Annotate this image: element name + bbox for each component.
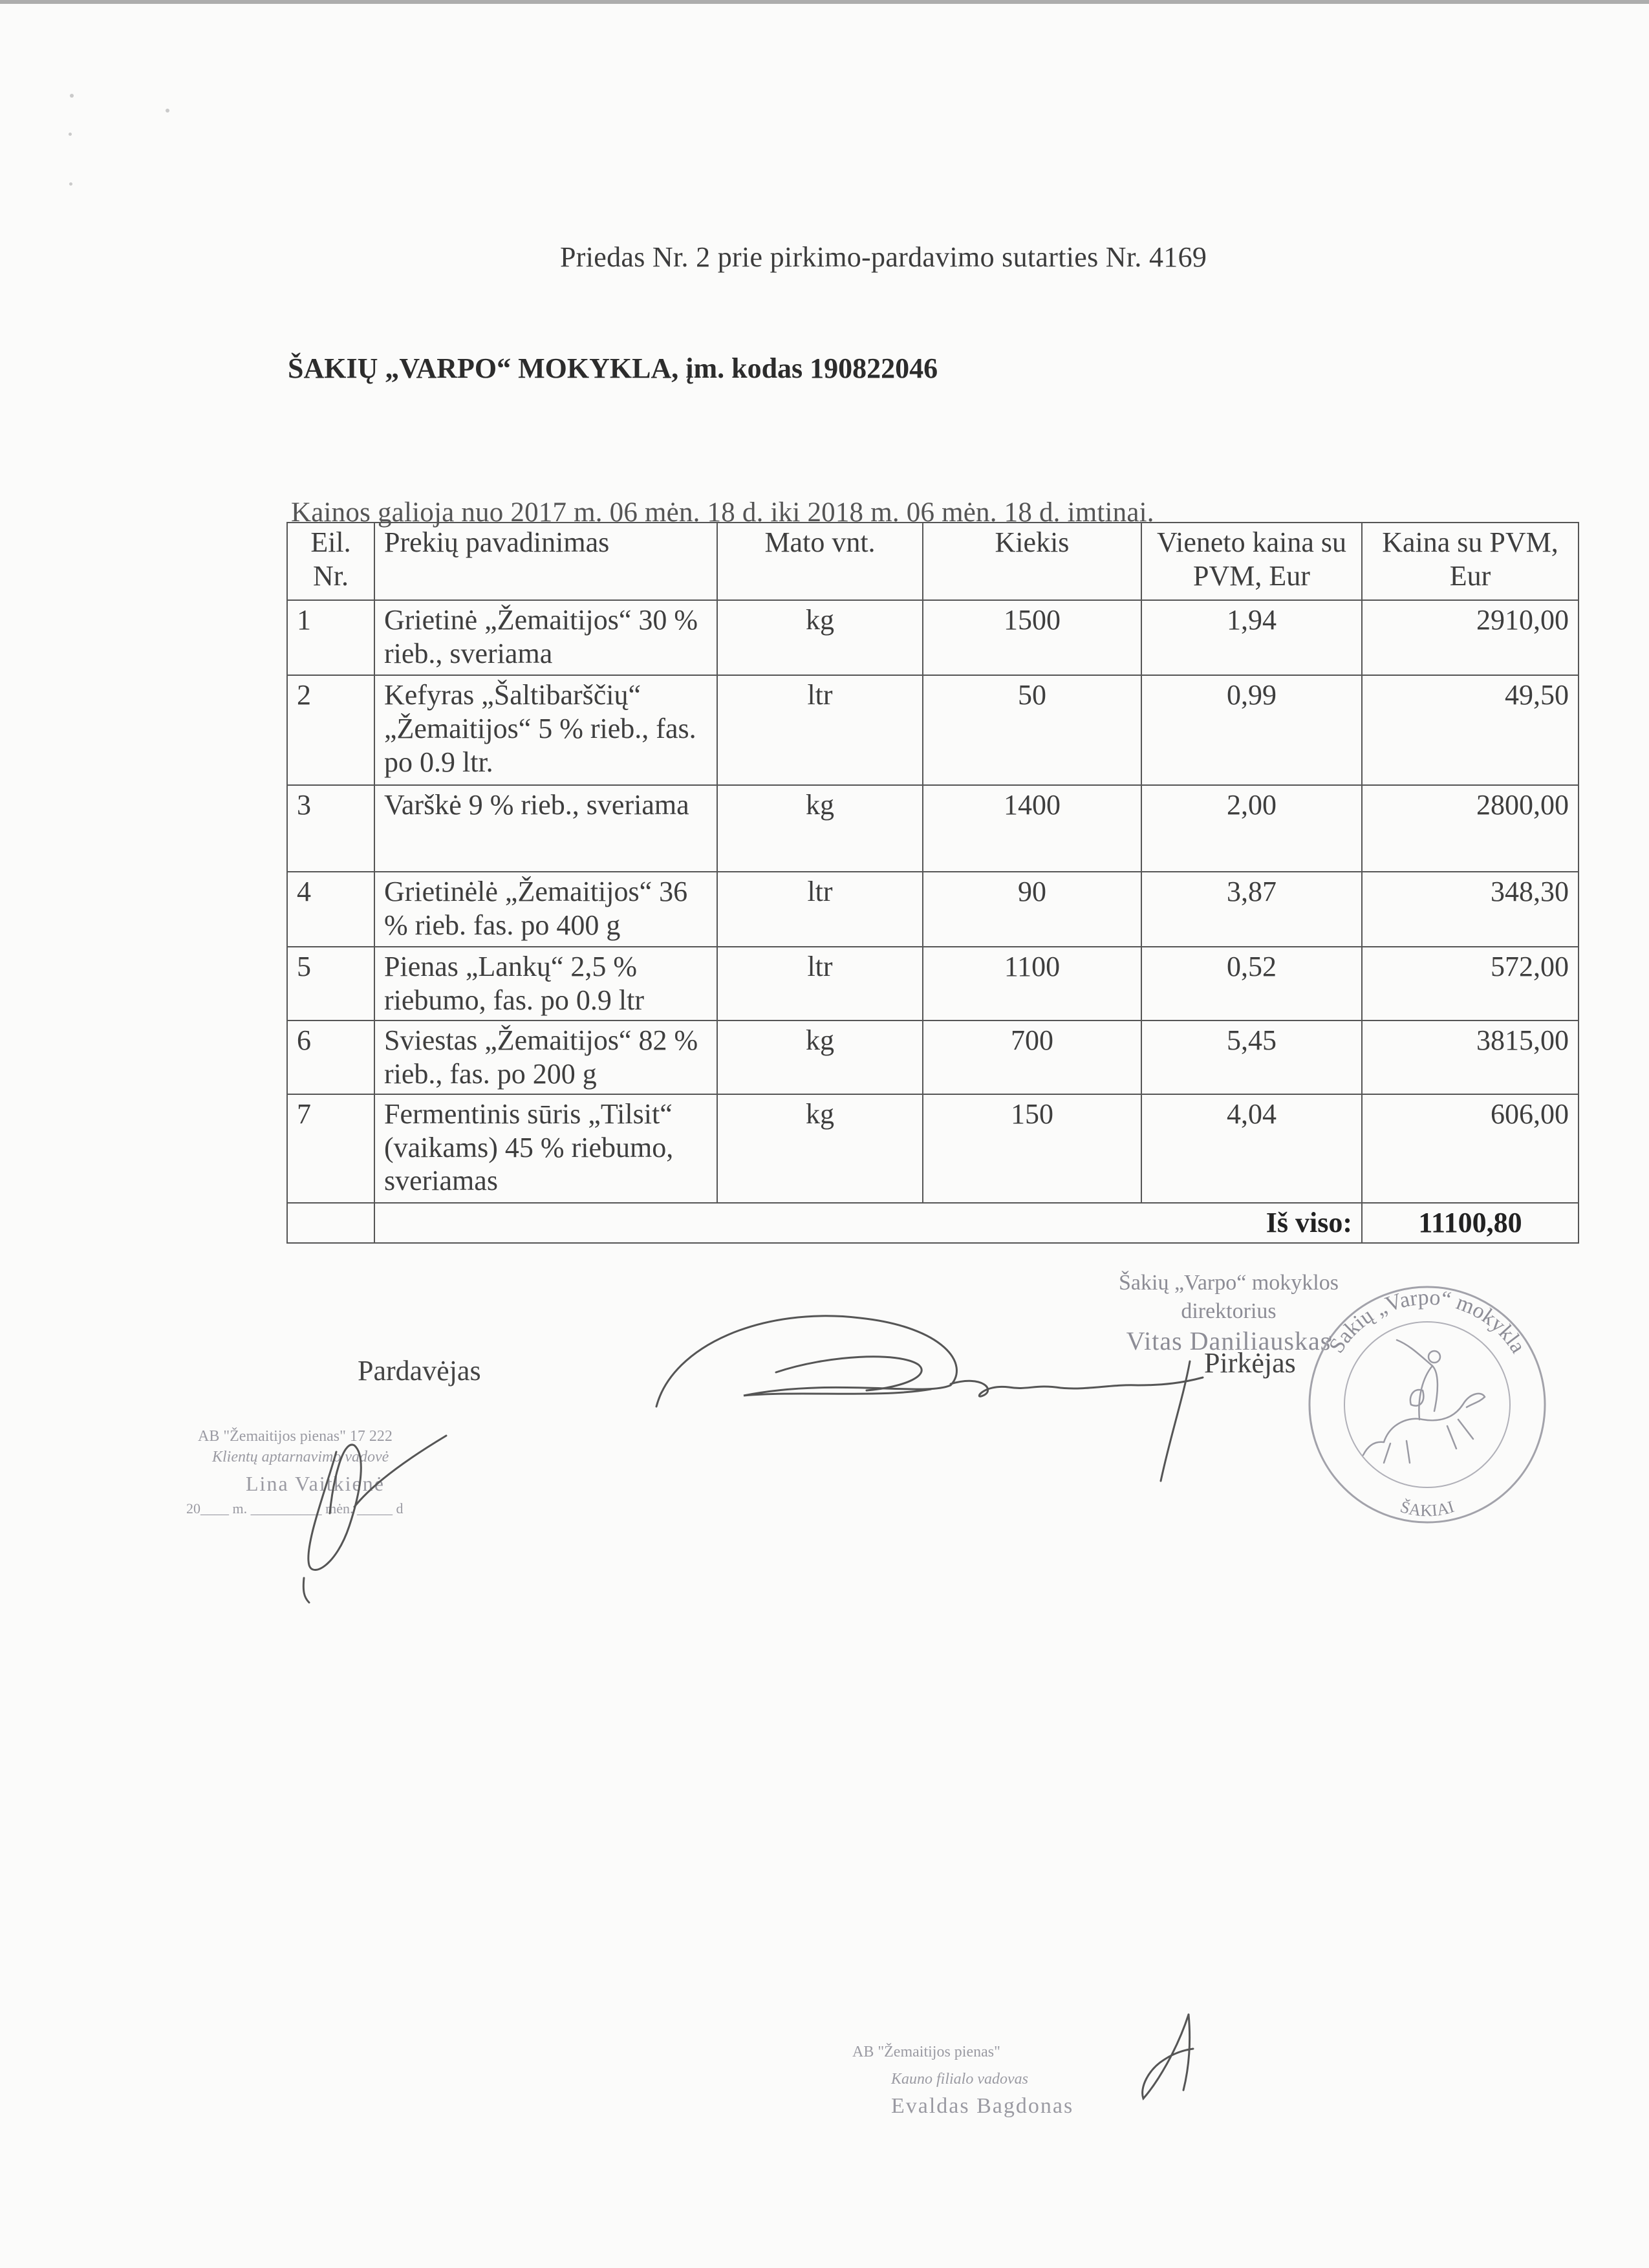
header-unit-price: Vieneto kaina su PVM, Eur xyxy=(1141,523,1362,600)
seller-signature xyxy=(303,1436,446,1603)
cell-unit: kg xyxy=(717,785,923,872)
cell-qty: 700 xyxy=(923,1021,1141,1094)
header-qty: Kiekis xyxy=(923,523,1141,600)
vytis-emblem-icon xyxy=(1363,1340,1485,1463)
cell-unit-price: 4,04 xyxy=(1141,1094,1362,1203)
seller-stamp-name: Lina Vaitkienė xyxy=(246,1472,385,1495)
header-name: Prekių pavadinimas xyxy=(374,523,717,600)
seller-stamp-company: AB "Žemaitijos pienas" 17 222 xyxy=(198,1428,393,1445)
cell-nr: 5 xyxy=(287,947,374,1021)
cell-nr: 4 xyxy=(287,872,374,947)
header-nr: Eil. Nr. xyxy=(287,523,374,600)
cell-unit-price: 0,52 xyxy=(1141,947,1362,1021)
annex-title: Priedas Nr. 2 prie pirkimo-pardavimo sutarties Nr. 4169 xyxy=(560,241,1207,273)
seller-stamp-date-line: 20____ m. __________ mėn. _____ d xyxy=(186,1500,404,1517)
cell-unit-price: 0,99 xyxy=(1141,675,1362,785)
cell-total: 606,00 xyxy=(1362,1094,1579,1203)
kaunas-stamp-name: Evaldas Bagdonas xyxy=(891,2094,1074,2118)
cell-total: 2910,00 xyxy=(1362,600,1579,675)
kaunas-stamp-company: AB "Žemaitijos pienas" xyxy=(852,2044,1000,2060)
cell-unit: kg xyxy=(717,600,923,675)
seller-stamp-position: Klientų aptarnavimo vadovė xyxy=(212,1449,389,1465)
cell-unit-price: 3,87 xyxy=(1141,872,1362,947)
buyer-stamp-line1: Šakių „Varpo“ mokyklos xyxy=(1119,1271,1339,1295)
header-total-price: Kaina su PVM, Eur xyxy=(1362,523,1579,600)
cell-unit: ltr xyxy=(717,675,923,785)
buyer-signature xyxy=(656,1316,1203,1481)
kaunas-signature xyxy=(1143,2014,1193,2099)
kaunas-stamp-position: Kauno filialo vadovas xyxy=(891,2071,1028,2088)
buyer-stamp-name: Vitas Daniliauskas xyxy=(1126,1326,1331,1355)
cell-name: Sviestas „Žemaitijos“ 82 % rieb., fas. po 200 g xyxy=(374,1021,717,1094)
seal-outer-text: Šakių „Varpo“ mokykla xyxy=(1324,1285,1530,1357)
total-label: Iš viso: xyxy=(374,1203,1362,1243)
header-unit: Mato vnt. xyxy=(717,523,923,600)
cell-nr: 2 xyxy=(287,675,374,785)
cell-name: Grietinė „Žemaitijos“ 30 % rieb., sveriama xyxy=(374,600,717,675)
cell-qty: 1100 xyxy=(923,947,1141,1021)
validity-note: Kainos galioja nuo 2017 m. 06 mėn. 18 d. iki 2018 m. 06 mėn. 18 d. imtinai. xyxy=(291,497,1154,528)
cell-nr: 6 xyxy=(287,1021,374,1094)
cell-unit-price: 5,45 xyxy=(1141,1021,1362,1094)
cell-unit: ltr xyxy=(717,872,923,947)
total-value: 11100,80 xyxy=(1362,1203,1579,1243)
cell-total: 49,50 xyxy=(1362,675,1579,785)
cell-nr: 1 xyxy=(287,600,374,675)
cell-total: 348,30 xyxy=(1362,872,1579,947)
cell-name: Fermentinis sūris „Tilsit“ (vaikams) 45 % riebumo, sveriamas xyxy=(374,1094,717,1203)
buyer-label: Pirkėjas xyxy=(1204,1347,1296,1379)
cell-unit: kg xyxy=(717,1021,923,1094)
cell-total: 2800,00 xyxy=(1362,785,1579,872)
cell-total: 572,00 xyxy=(1362,947,1579,1021)
cell-unit-price: 2,00 xyxy=(1141,785,1362,872)
cell-total: 3815,00 xyxy=(1362,1021,1579,1094)
cell-qty: 1500 xyxy=(923,600,1141,675)
cell-qty: 90 xyxy=(923,872,1141,947)
cell-unit-price: 1,94 xyxy=(1141,600,1362,675)
seal-bottom-text: ŠAKIAI xyxy=(1398,1497,1457,1520)
buyer-stamp-line2: direktorius xyxy=(1181,1299,1277,1323)
cell-qty: 150 xyxy=(923,1094,1141,1203)
buyer-company-heading: ŠAKIŲ „VARPO“ MOKYKLA, įm. kodas 190822046 xyxy=(288,352,938,384)
cell-name: Varškė 9 % rieb., sveriama xyxy=(374,785,717,872)
cell-nr: 3 xyxy=(287,785,374,872)
cell-unit: ltr xyxy=(717,947,923,1021)
seller-label: Pardavėjas xyxy=(358,1355,481,1387)
cell-name: Pienas „Lankų“ 2,5 % riebumo, fas. po 0.9 ltr xyxy=(374,947,717,1021)
round-seal xyxy=(1310,1286,1545,1522)
cell-unit: kg xyxy=(717,1094,923,1203)
cell-nr: 7 xyxy=(287,1094,374,1203)
cell-qty: 1400 xyxy=(923,785,1141,872)
cell-name: Kefyras „Šaltibarščių“ „Žemaitijos“ 5 % rieb., fas. po 0.9 ltr. xyxy=(374,675,717,785)
cell-name: Grietinėlė „Žemaitijos“ 36 % rieb. fas. po 400 g xyxy=(374,872,717,947)
cell-qty: 50 xyxy=(923,675,1141,785)
